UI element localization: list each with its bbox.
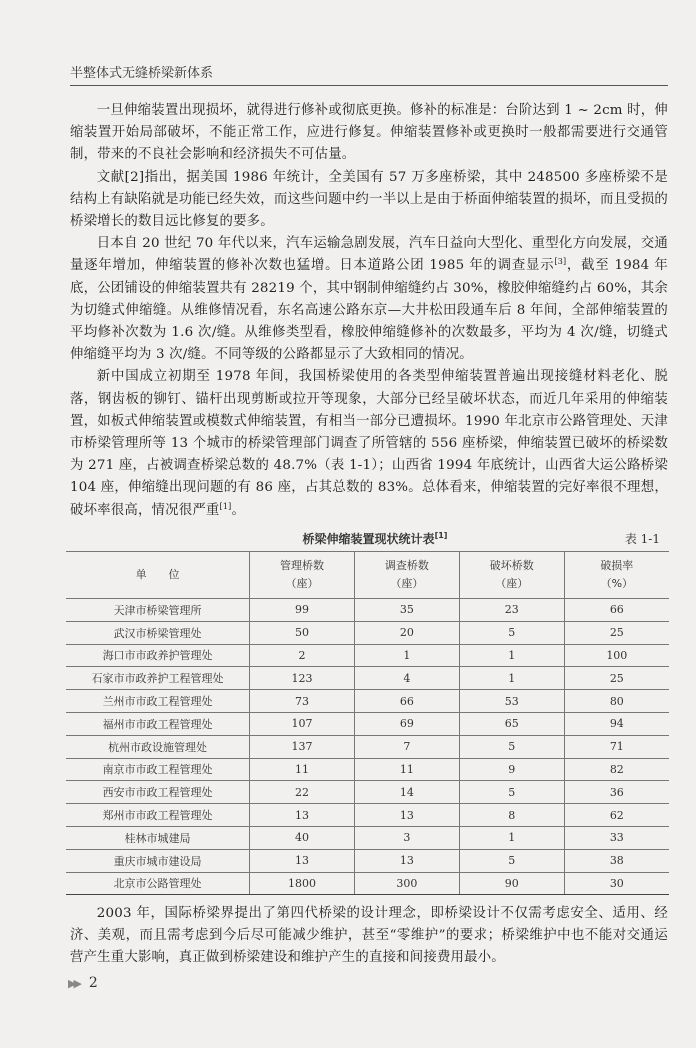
cell-surveyed: 14 xyxy=(354,781,459,804)
cell-unit: 石家市市政养护工程管理处 xyxy=(66,667,250,690)
cell-damage-rate: 66 xyxy=(564,599,669,622)
cell-unit: 福州市市政工程管理处 xyxy=(66,712,250,735)
closing-text xyxy=(70,903,668,970)
cell-managed: 107 xyxy=(250,712,355,735)
header-surveyed: 调查桥数 （座） xyxy=(354,552,459,599)
cell-surveyed: 1 xyxy=(354,644,459,667)
cell-unit: 天津市桥梁管理所 xyxy=(66,599,250,622)
table-row xyxy=(66,781,669,804)
table-row xyxy=(66,621,669,644)
cell-managed: 123 xyxy=(250,667,355,690)
cell-unit: 西安市市政工程管理处 xyxy=(66,781,250,804)
double-arrow-right-icon: ▶▶ xyxy=(68,976,79,990)
header-managed: 管理桥数 （座） xyxy=(250,552,355,599)
table-row xyxy=(66,735,669,758)
table-title-text: 桥梁伸缩装置现状统计表 xyxy=(302,532,435,546)
cell-managed: 1800 xyxy=(250,872,355,895)
cell-unit: 郑州市市政工程管理处 xyxy=(66,804,250,827)
table-caption xyxy=(84,530,666,550)
cell-unit: 武汉市桥梁管理处 xyxy=(66,621,250,644)
cell-damage-rate: 33 xyxy=(564,826,669,849)
page-footer xyxy=(68,975,98,991)
running-title: 半整体式无缝桥梁新体系 xyxy=(70,66,214,81)
table-number: 表 1-1 xyxy=(624,532,660,546)
cell-managed: 137 xyxy=(250,735,355,758)
cell-damaged: 9 xyxy=(459,758,564,781)
citation-ref: [1] xyxy=(434,531,448,540)
cell-unit: 海口市市政养护管理处 xyxy=(66,644,250,667)
cell-surveyed: 35 xyxy=(354,599,459,622)
cell-managed: 13 xyxy=(250,804,355,827)
bridge-expansion-joint-table xyxy=(66,551,669,895)
paragraph: 文献[2]指出，据美国 1986 年统计，全美国有 57 万多座桥梁，其中 248500 多座桥梁不是结构上有缺陷就是功能已经失效，而这些问题中约一半以上是由于桥面伸缩装置的损坏，而且受损的桥梁增长的数目远比修复的要多。 xyxy=(70,169,668,230)
cell-unit: 北京市公路管理处 xyxy=(66,872,250,895)
paragraph-text: ，截至 1984 年底，公团铺设的伸缩装置共有 28219 个，其中钢制伸缩缝约占 30%，橡胶伸缩缝约占 60%，其余为切缝式伸缩缝。从维修情况看，东名高速公路东京—大井松田段通车后 8 年间，全部伸缩装置的平均修补次数为 1.6 次/缝。从维修类型看，橡胶伸缩缝修补的次数最多，平均为 4 次/缝，切缝式伸缩缝平均为 3 次/缝。不同等级的公路都显示了大致相同的情况。 xyxy=(70,258,668,363)
page-number: 2 xyxy=(88,975,98,991)
cell-unit: 兰州市市政工程管理处 xyxy=(66,690,250,713)
cell-unit: 桂林市城建局 xyxy=(66,826,250,849)
table-row xyxy=(66,826,669,849)
citation-ref: [3] xyxy=(554,257,567,267)
cell-surveyed: 4 xyxy=(354,667,459,690)
cell-surveyed: 300 xyxy=(354,872,459,895)
cell-damage-rate: 62 xyxy=(564,804,669,827)
cell-damage-rate: 38 xyxy=(564,849,669,872)
cell-unit: 杭州市政设施管理处 xyxy=(66,735,250,758)
cell-managed: 22 xyxy=(250,781,355,804)
cell-damage-rate: 82 xyxy=(564,758,669,781)
table-row xyxy=(66,644,669,667)
cell-managed: 2 xyxy=(250,644,355,667)
cell-damage-rate: 100 xyxy=(564,644,669,667)
cell-surveyed: 69 xyxy=(354,712,459,735)
paragraph-text: 。 xyxy=(231,502,246,518)
paragraph xyxy=(70,366,668,521)
cell-damaged: 53 xyxy=(459,690,564,713)
cell-damaged: 8 xyxy=(459,804,564,827)
cell-damaged: 5 xyxy=(459,621,564,644)
cell-surveyed: 11 xyxy=(354,758,459,781)
cell-surveyed: 7 xyxy=(354,735,459,758)
cell-managed: 99 xyxy=(250,599,355,622)
cell-surveyed: 3 xyxy=(354,826,459,849)
table-row xyxy=(66,667,669,690)
body-text xyxy=(70,100,668,522)
cell-damaged: 5 xyxy=(459,849,564,872)
cell-managed: 40 xyxy=(250,826,355,849)
cell-damaged: 1 xyxy=(459,826,564,849)
cell-damage-rate: 25 xyxy=(564,667,669,690)
header-damage-rate: 破损率 （%） xyxy=(564,552,669,599)
cell-damaged: 1 xyxy=(459,644,564,667)
cell-damaged: 65 xyxy=(459,712,564,735)
cell-damage-rate: 30 xyxy=(564,872,669,895)
table-row xyxy=(66,804,669,827)
cell-managed: 11 xyxy=(250,758,355,781)
cell-surveyed: 66 xyxy=(354,690,459,713)
table-row xyxy=(66,712,669,735)
paragraph-text: 日本自 20 世纪 70 年代以来，汽车运输急剧发展，汽车日益向大型化、重型化方向发展，交通量逐年增加，伸缩装置的修补次数也猛增。日本道路公团 1985 年的调查显示 xyxy=(70,236,668,274)
table-row xyxy=(66,690,669,713)
table-header-row xyxy=(66,552,669,599)
paragraph-text: 新中国成立初期至 1978 年间，我国桥梁使用的各类型伸缩装置普遍出现接缝材料老化、脱落，钢齿板的铆钉、锚杆出现剪断或拉开等现象，大部分已经呈破坏状态，而近几年采用的伸缩装置，如板式伸缩装置或模数式伸缩装置，有相当一部分已遭损坏。1990 年北京市公路管理处、天津市桥梁管理所等 13 个城市的桥梁管理部门调查了所管辖的 556 座桥梁，伸缩装置已破坏的桥梁数为 271 座，占被调查桥梁总数的 48.7%（表 1-1）；山西省 1994 年底统计，山西省大运公路桥梁 104 座，伸缩缝出现问题的有 86 座，占其总数的 83%。总体看来，伸缩装置的完好率很不理想，破坏率很高，情况很严重 xyxy=(70,369,668,518)
cell-managed: 13 xyxy=(250,849,355,872)
cell-surveyed: 20 xyxy=(354,621,459,644)
cell-managed: 50 xyxy=(250,621,355,644)
cell-unit: 南京市市政工程管理处 xyxy=(66,758,250,781)
cell-managed: 73 xyxy=(250,690,355,713)
header-damaged: 破坏桥数 （座） xyxy=(459,552,564,599)
paragraph: 一旦伸缩装置出现损坏，就得进行修补或彻底更换。修补的标准是：台阶达到 1 ~ 2cm 时，伸缩装置开始局部破坏，不能正常工作，应进行修复。伸缩装置修补或更换时一般都需要进行交通管制，带来的不良社会影响和经济损失不可估量。 xyxy=(70,103,668,163)
cell-damage-rate: 80 xyxy=(564,690,669,713)
table-row xyxy=(66,758,669,781)
cell-surveyed: 13 xyxy=(354,849,459,872)
header-unit: 单 位 xyxy=(66,552,250,599)
cell-damage-rate: 94 xyxy=(564,712,669,735)
table-row xyxy=(66,849,669,872)
citation-ref: [1] xyxy=(219,501,232,511)
cell-damage-rate: 25 xyxy=(564,621,669,644)
cell-damaged: 5 xyxy=(459,781,564,804)
cell-damage-rate: 71 xyxy=(564,735,669,758)
table-title xyxy=(84,530,666,547)
cell-damaged: 5 xyxy=(459,735,564,758)
cell-damage-rate: 36 xyxy=(564,781,669,804)
cell-surveyed: 13 xyxy=(354,804,459,827)
cell-damaged: 1 xyxy=(459,667,564,690)
cell-damaged: 23 xyxy=(459,599,564,622)
cell-damaged: 90 xyxy=(459,872,564,895)
running-header xyxy=(70,62,668,86)
cell-unit: 重庆市城市建设局 xyxy=(66,849,250,872)
table-row xyxy=(66,599,669,622)
paragraph: 2003 年，国际桥梁界提出了第四代桥梁的设计理念，即桥梁设计不仅需考虑安全、适用、经济、美观，而且需考虑到今后尽可能减少维护，甚至“零维护”的要求；桥梁维护中也不能对交通运营产生重大影响，真正做到桥梁建设和维护产生的直接和间接费用最小。 xyxy=(70,906,668,966)
paragraph xyxy=(70,233,668,366)
table-row xyxy=(66,872,669,895)
